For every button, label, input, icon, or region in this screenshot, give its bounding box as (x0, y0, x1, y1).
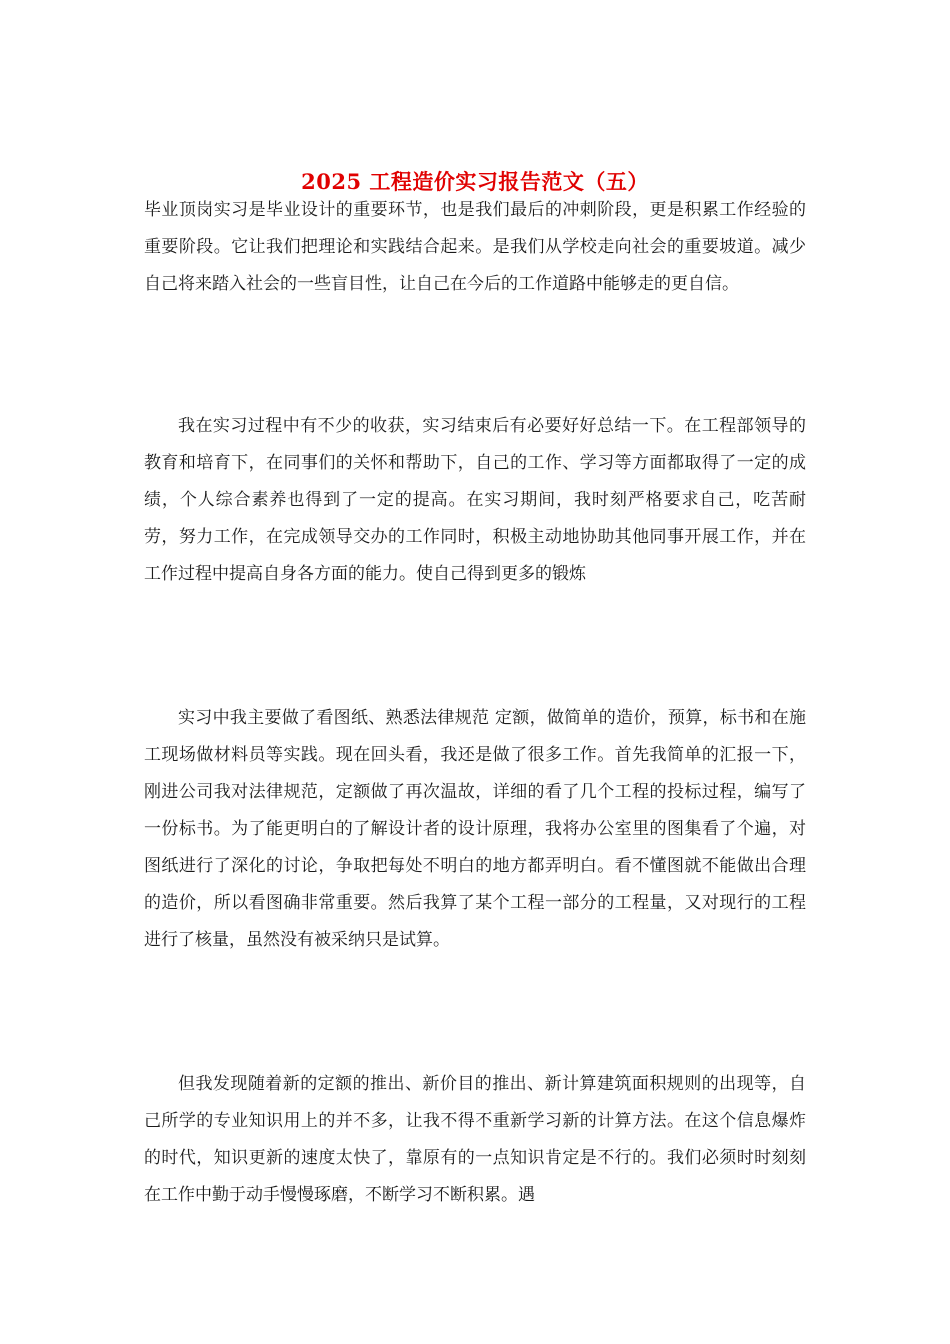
paragraph-intro: 毕业顶岗实习是毕业设计的重要环节，也是我们最后的冲刺阶段，更是积累工作经验的重要阶段。它让我们把理论和实践结合起来。是我们从学校走向社会的重要坡道。减少自己将来踏入社会的一些盲目性，让自己在今后的工作道路中能够走的更自信。 (144, 200, 806, 294)
document-title: 2025 工程造价实习报告范文（五） (301, 169, 649, 195)
paragraph-new-knowledge: 但我发现随着新的定额的推出、新价目的推出、新计算建筑面积规则的出现等，自己所学的专业知识用上的并不多，让我不得不重新学习新的计算方法。在这个信息爆炸的时代，知识更新的速度太快了，靠原有的一点知识肯定是不行的。我们必须时时刻刻在工作中勤于动手慢慢琢磨，不断学习不断积累。遇 (144, 1074, 806, 1205)
paragraph-work-content: 实习中我主要做了看图纸、熟悉法律规范 定额，做简单的造价，预算，标书和在施工现场做材料员等实践。现在回头看，我还是做了很多工作。首先我简单的汇报一下，刚进公司我对法律规范，定额做了再次温故，详细的看了几个工程的投标过程，编写了一份标书。为了能更明白的了解设计者的设计原理，我将办公室里的图集看了个遍，对图纸进行了深化的讨论，争取把每处不明白的地方都弄明白。看不懂图就不能做出合理的造价，所以看图确非常重要。然后我算了某个工程一部分的工程量，又对现行的工程进行了核量，虽然没有被采纳只是试算。 (144, 708, 806, 950)
paragraph-gains: 我在实习过程中有不少的收获，实习结束后有必要好好总结一下。在工程部领导的教育和培育下，在同事们的关怀和帮助下，自己的工作、学习等方面都取得了一定的成绩，个人综合素养也得到了一定的提高。在实习期间，我时刻严格要求自己，吃苦耐劳，努力工作，在完成领导交办的工作同时，积极主动地协助其他同事开展工作，并在工作过程中提高自身各方面的能力。使自己得到更多的锻炼 (144, 416, 806, 584)
